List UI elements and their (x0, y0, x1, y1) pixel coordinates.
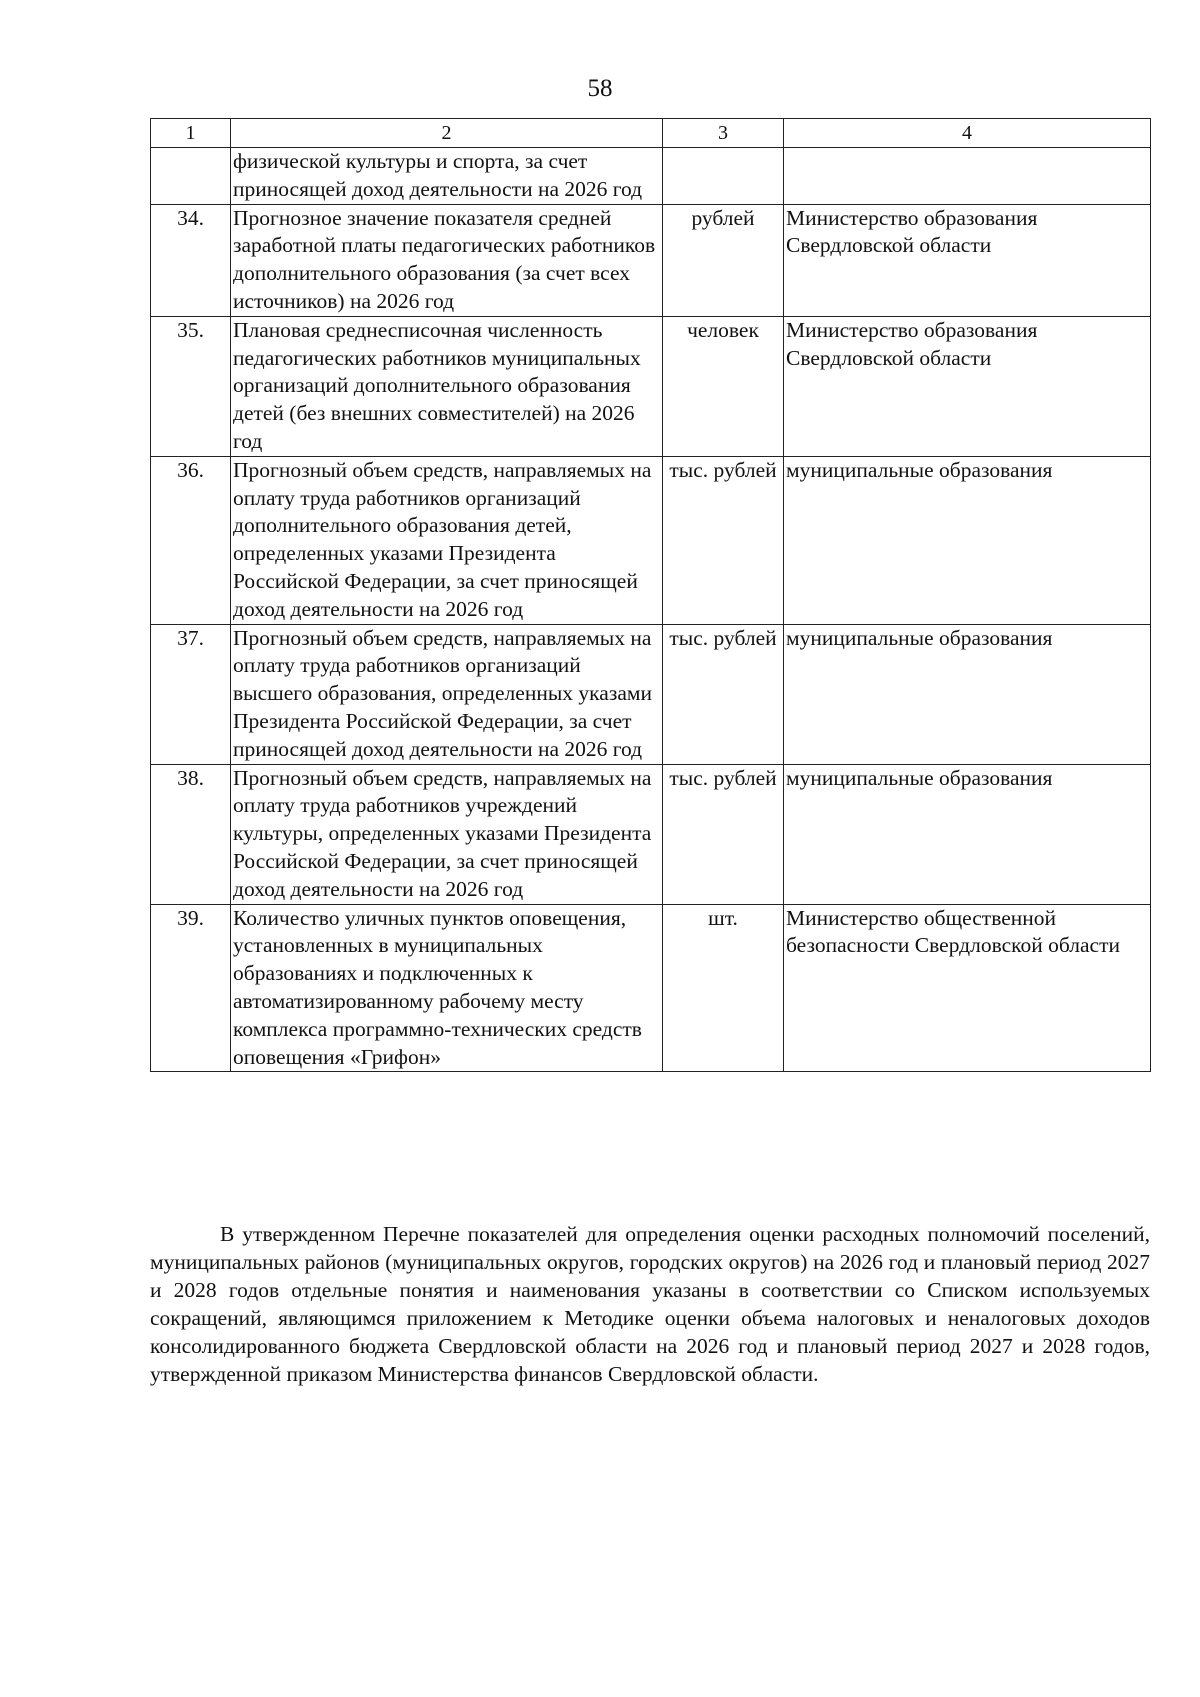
indicator-name: физической культуры и спорта, за счет приносящей доход деятельности на 2026 год (231, 148, 663, 205)
page-number: 58 (587, 75, 613, 102)
indicators-table (150, 118, 1151, 1072)
indicator-name: Прогнозный объем средств, направляемых на оплату труда работников организаций дополнительного образования детей, определенных указами Президента Российской Федерации, за счет приносящей доход деятельности на 2026 год (231, 456, 663, 624)
indicator-name: Плановая среднесписочная численность педагогических работников муниципальных организаций дополнительного образования детей (без внешних совместителей) на 2026 год (231, 316, 663, 456)
row-number: 39. (151, 904, 231, 1072)
column-header: 1 (151, 119, 231, 148)
column-header: 3 (663, 119, 784, 148)
explanatory-note (150, 1220, 1150, 1388)
table-row (151, 904, 1151, 1072)
row-number: 34. (151, 204, 231, 316)
unit-of-measure: рублей (663, 204, 784, 316)
table-row (151, 148, 1151, 205)
responsible-body: Министерство общественной безопасности Свердловской области (784, 904, 1151, 1072)
unit-of-measure: человек (663, 316, 784, 456)
unit-of-measure (663, 148, 784, 205)
column-header: 4 (784, 119, 1151, 148)
responsible-body: муниципальные образования (784, 764, 1151, 904)
table-header-row (151, 119, 1151, 148)
unit-of-measure: шт. (663, 904, 784, 1072)
unit-of-measure: тыс. рублей (663, 624, 784, 764)
row-number: 36. (151, 456, 231, 624)
table-row (151, 204, 1151, 316)
table-row (151, 456, 1151, 624)
unit-of-measure: тыс. рублей (663, 764, 784, 904)
responsible-body: муниципальные образования (784, 624, 1151, 764)
row-number: 37. (151, 624, 231, 764)
indicator-name: Прогнозное значение показателя средней заработной платы педагогических работников дополнительного образования (за счет всех источников) на 2026 год (231, 204, 663, 316)
table-row (151, 316, 1151, 456)
indicator-name: Количество уличных пунктов оповещения, установленных в муниципальных образованиях и подключенных к автоматизированному рабочему месту комплекса программно-технических средств оповещения «Грифон» (231, 904, 663, 1072)
table-row (151, 624, 1151, 764)
explanatory-paragraph: В утвержденном Перечне показателей для определения оценки расходных полномочий поселений, муниципальных районов (муниципальных округов, городских округов) на 2026 год и плановый период 2027 и 2028 годов отдельные понятия и наименования указаны в соответствии со Списком используемых сокращений, являющимся приложением к Методике оценки объема налоговых и неналоговых доходов консолидированного бюджета Свердловской области на 2026 год и плановый период 2027 и 2028 годов, утвержденной приказом Министерства финансов Свердловской области. (150, 1222, 1150, 1386)
row-number (151, 148, 231, 205)
responsible-body: Министерство образования Свердловской области (784, 204, 1151, 316)
column-header: 2 (231, 119, 663, 148)
responsible-body: муниципальные образования (784, 456, 1151, 624)
unit-of-measure: тыс. рублей (663, 456, 784, 624)
responsible-body: Министерство образования Свердловской области (784, 316, 1151, 456)
responsible-body (784, 148, 1151, 205)
row-number: 38. (151, 764, 231, 904)
table-row (151, 764, 1151, 904)
indicator-name: Прогнозный объем средств, направляемых на оплату труда работников организаций высшего образования, определенных указами Президента Российской Федерации, за счет приносящей доход деятельности на 2026 год (231, 624, 663, 764)
indicator-name: Прогнозный объем средств, направляемых на оплату труда работников учреждений культуры, определенных указами Президента Российской Федерации, за счет приносящей доход деятельности на 2026 год (231, 764, 663, 904)
row-number: 35. (151, 316, 231, 456)
